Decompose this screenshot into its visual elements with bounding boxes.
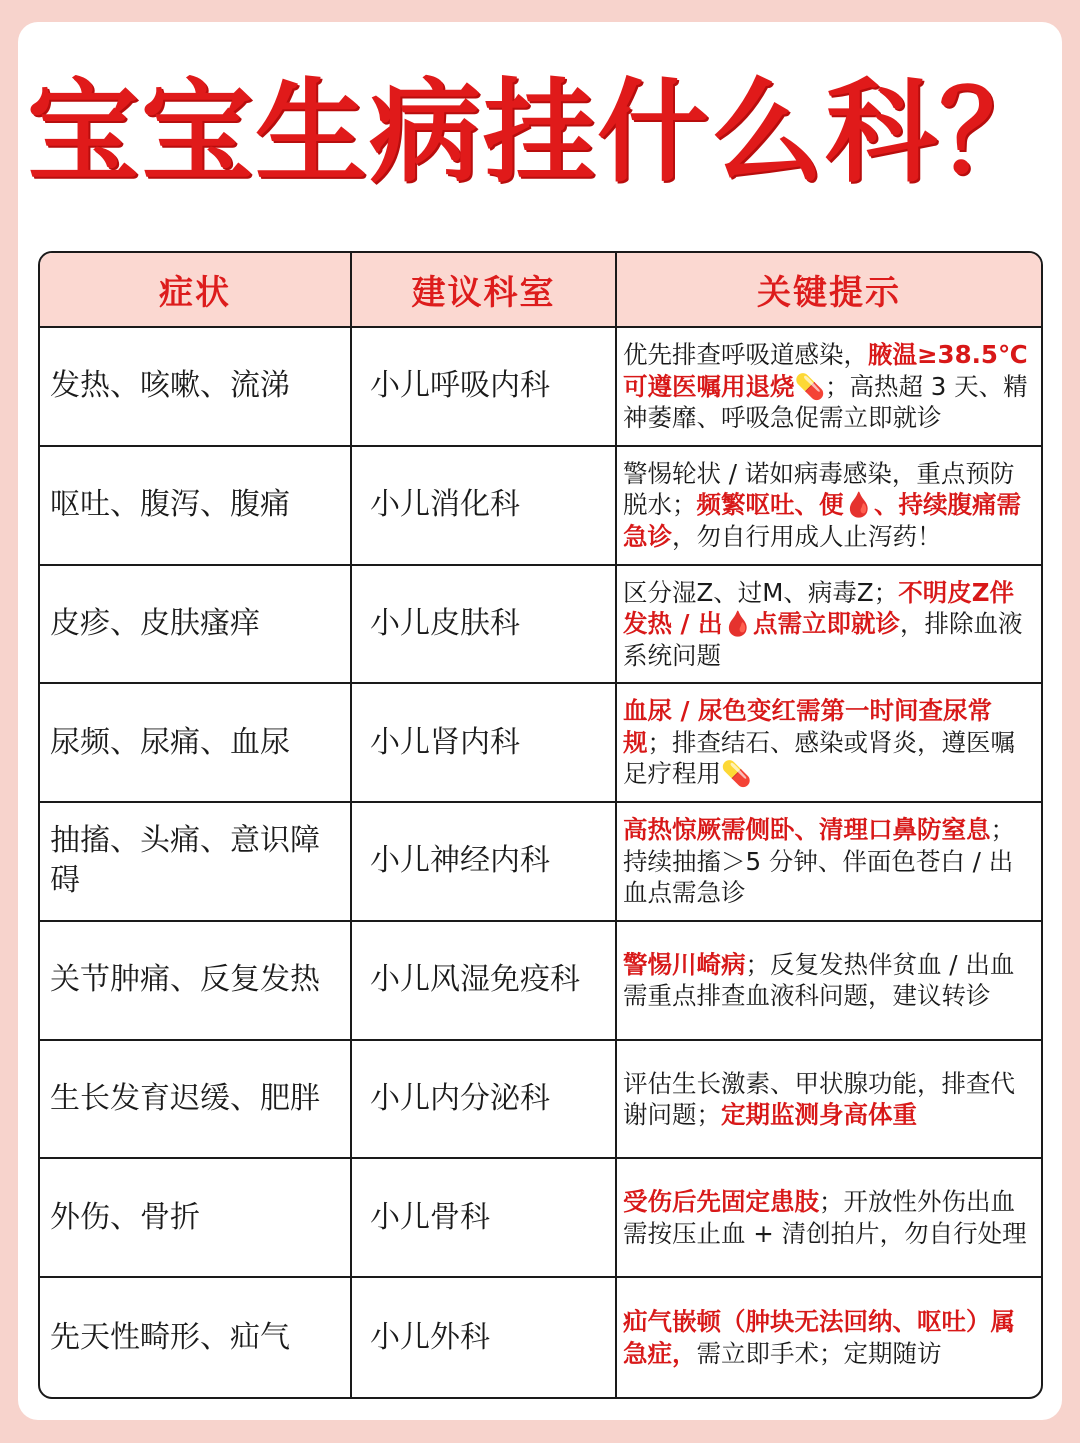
symptom-cell: 外伤、骨折 bbox=[40, 1159, 352, 1278]
tip-text-segment: 区分湿Z、过M、病毒Z； bbox=[623, 577, 899, 607]
header-tips: 关键提示 bbox=[617, 253, 1041, 328]
tips-cell bbox=[617, 1278, 1041, 1397]
department-cell: 小儿风湿免疫科 bbox=[352, 922, 617, 1041]
tips-text bbox=[623, 577, 1037, 672]
symptom-cell: 先天性畸形、疝气 bbox=[40, 1278, 352, 1397]
tips-cell bbox=[617, 328, 1041, 447]
department-cell: 小儿内分泌科 bbox=[352, 1041, 617, 1160]
department-cell: 小儿肾内科 bbox=[352, 684, 617, 803]
tips-cell bbox=[617, 684, 1041, 803]
tip-text-segment: ，勿自行用成人止泻药！ bbox=[672, 521, 942, 551]
tips-cell bbox=[617, 922, 1041, 1041]
tips-text bbox=[623, 1068, 1037, 1131]
header-department: 建议科室 bbox=[352, 253, 617, 328]
tip-highlight: 腋温≥38.5℃可遵医嘱用退烧💊 bbox=[623, 340, 1028, 401]
tip-text-segment: 警惕轮状 / 诺如病毒感染，重点预防脱水； bbox=[623, 458, 1015, 520]
tip-highlight: 不明皮Z伴发热 / 出🩸点需立即就诊 bbox=[623, 577, 1014, 639]
tips-text bbox=[623, 814, 1037, 909]
department-cell: 小儿外科 bbox=[352, 1278, 617, 1397]
tip-text-segment: ；排查结石、感染或肾炎，遵医嘱足疗程用💊 bbox=[623, 727, 1015, 789]
tip-highlight: 定期监测身高体重 bbox=[721, 1100, 917, 1130]
tips-cell bbox=[617, 803, 1041, 922]
tips-cell bbox=[617, 1159, 1041, 1278]
tips-text bbox=[623, 1306, 1037, 1369]
tip-highlight: 高热惊厥需侧卧、清理口鼻防窒息 bbox=[623, 815, 991, 845]
tips-text bbox=[623, 695, 1037, 790]
symptom-cell: 发热、咳嗽、流涕 bbox=[40, 328, 352, 447]
table-grid bbox=[40, 253, 1041, 1397]
tips-text bbox=[623, 1186, 1037, 1249]
symptom-cell: 尿频、尿痛、血尿 bbox=[40, 684, 352, 803]
tip-text-segment: ；反复发热伴贫血 / 出血需重点排查血液科问题，建议转诊 bbox=[623, 949, 1015, 1011]
tip-highlight: 血尿 / 尿色变红需第一时间查尿常规 bbox=[623, 696, 993, 757]
department-cell: 小儿皮肤科 bbox=[352, 566, 617, 685]
symptom-cell: 生长发育迟缓、肥胖 bbox=[40, 1041, 352, 1160]
header-symptom: 症状 bbox=[40, 253, 352, 328]
symptom-cell: 关节肿痛、反复发热 bbox=[40, 922, 352, 1041]
tip-highlight: 受伤后先固定患肢 bbox=[623, 1187, 819, 1217]
tip-text-segment: 需立即手术；定期随访 bbox=[696, 1338, 942, 1368]
tip-highlight: 疝气嵌顿（肿块无法回纳、呕吐）属急症， bbox=[623, 1307, 1015, 1368]
tips-cell bbox=[617, 1041, 1041, 1160]
department-cell: 小儿呼吸内科 bbox=[352, 328, 617, 447]
page-title: 宝宝生病挂什么科？ bbox=[27, 67, 1053, 198]
symptom-cell: 抽搐、头痛、意识障碍 bbox=[40, 803, 352, 922]
department-cell: 小儿骨科 bbox=[352, 1159, 617, 1278]
tips-text bbox=[623, 339, 1037, 434]
symptom-cell: 呕吐、腹泻、腹痛 bbox=[40, 447, 352, 566]
tip-text-segment: ，排除血液系统问题 bbox=[623, 609, 1023, 670]
tip-text-segment: 优先排查呼吸道感染， bbox=[623, 340, 868, 370]
department-cell: 小儿消化科 bbox=[352, 447, 617, 566]
tips-text bbox=[623, 949, 1037, 1012]
tip-text-segment: ；高热超 3 天、精神萎靡、呼吸急促需立即就诊 bbox=[623, 371, 1028, 433]
tip-highlight: 警惕川崎病 bbox=[623, 949, 746, 979]
tips-text bbox=[623, 458, 1037, 553]
tip-highlight: 频繁呕吐、便🩸、持续腹痛需急诊 bbox=[623, 490, 1022, 551]
department-table bbox=[38, 251, 1043, 1399]
tips-cell bbox=[617, 566, 1041, 685]
tip-text-segment: ；开放性外伤出血需按压止血 + 清创拍片，勿自行处理 bbox=[623, 1187, 1027, 1248]
tip-text-segment: 评估生长激素、甲状腺功能，排查代谢问题； bbox=[623, 1068, 1015, 1130]
symptom-cell: 皮疹、皮肤瘙痒 bbox=[40, 566, 352, 685]
tips-cell bbox=[617, 447, 1041, 566]
department-cell: 小儿神经内科 bbox=[352, 803, 617, 922]
tip-text-segment: ；持续抽搐＞5 分钟、伴面色苍白 / 出血点需急诊 bbox=[623, 815, 1015, 908]
